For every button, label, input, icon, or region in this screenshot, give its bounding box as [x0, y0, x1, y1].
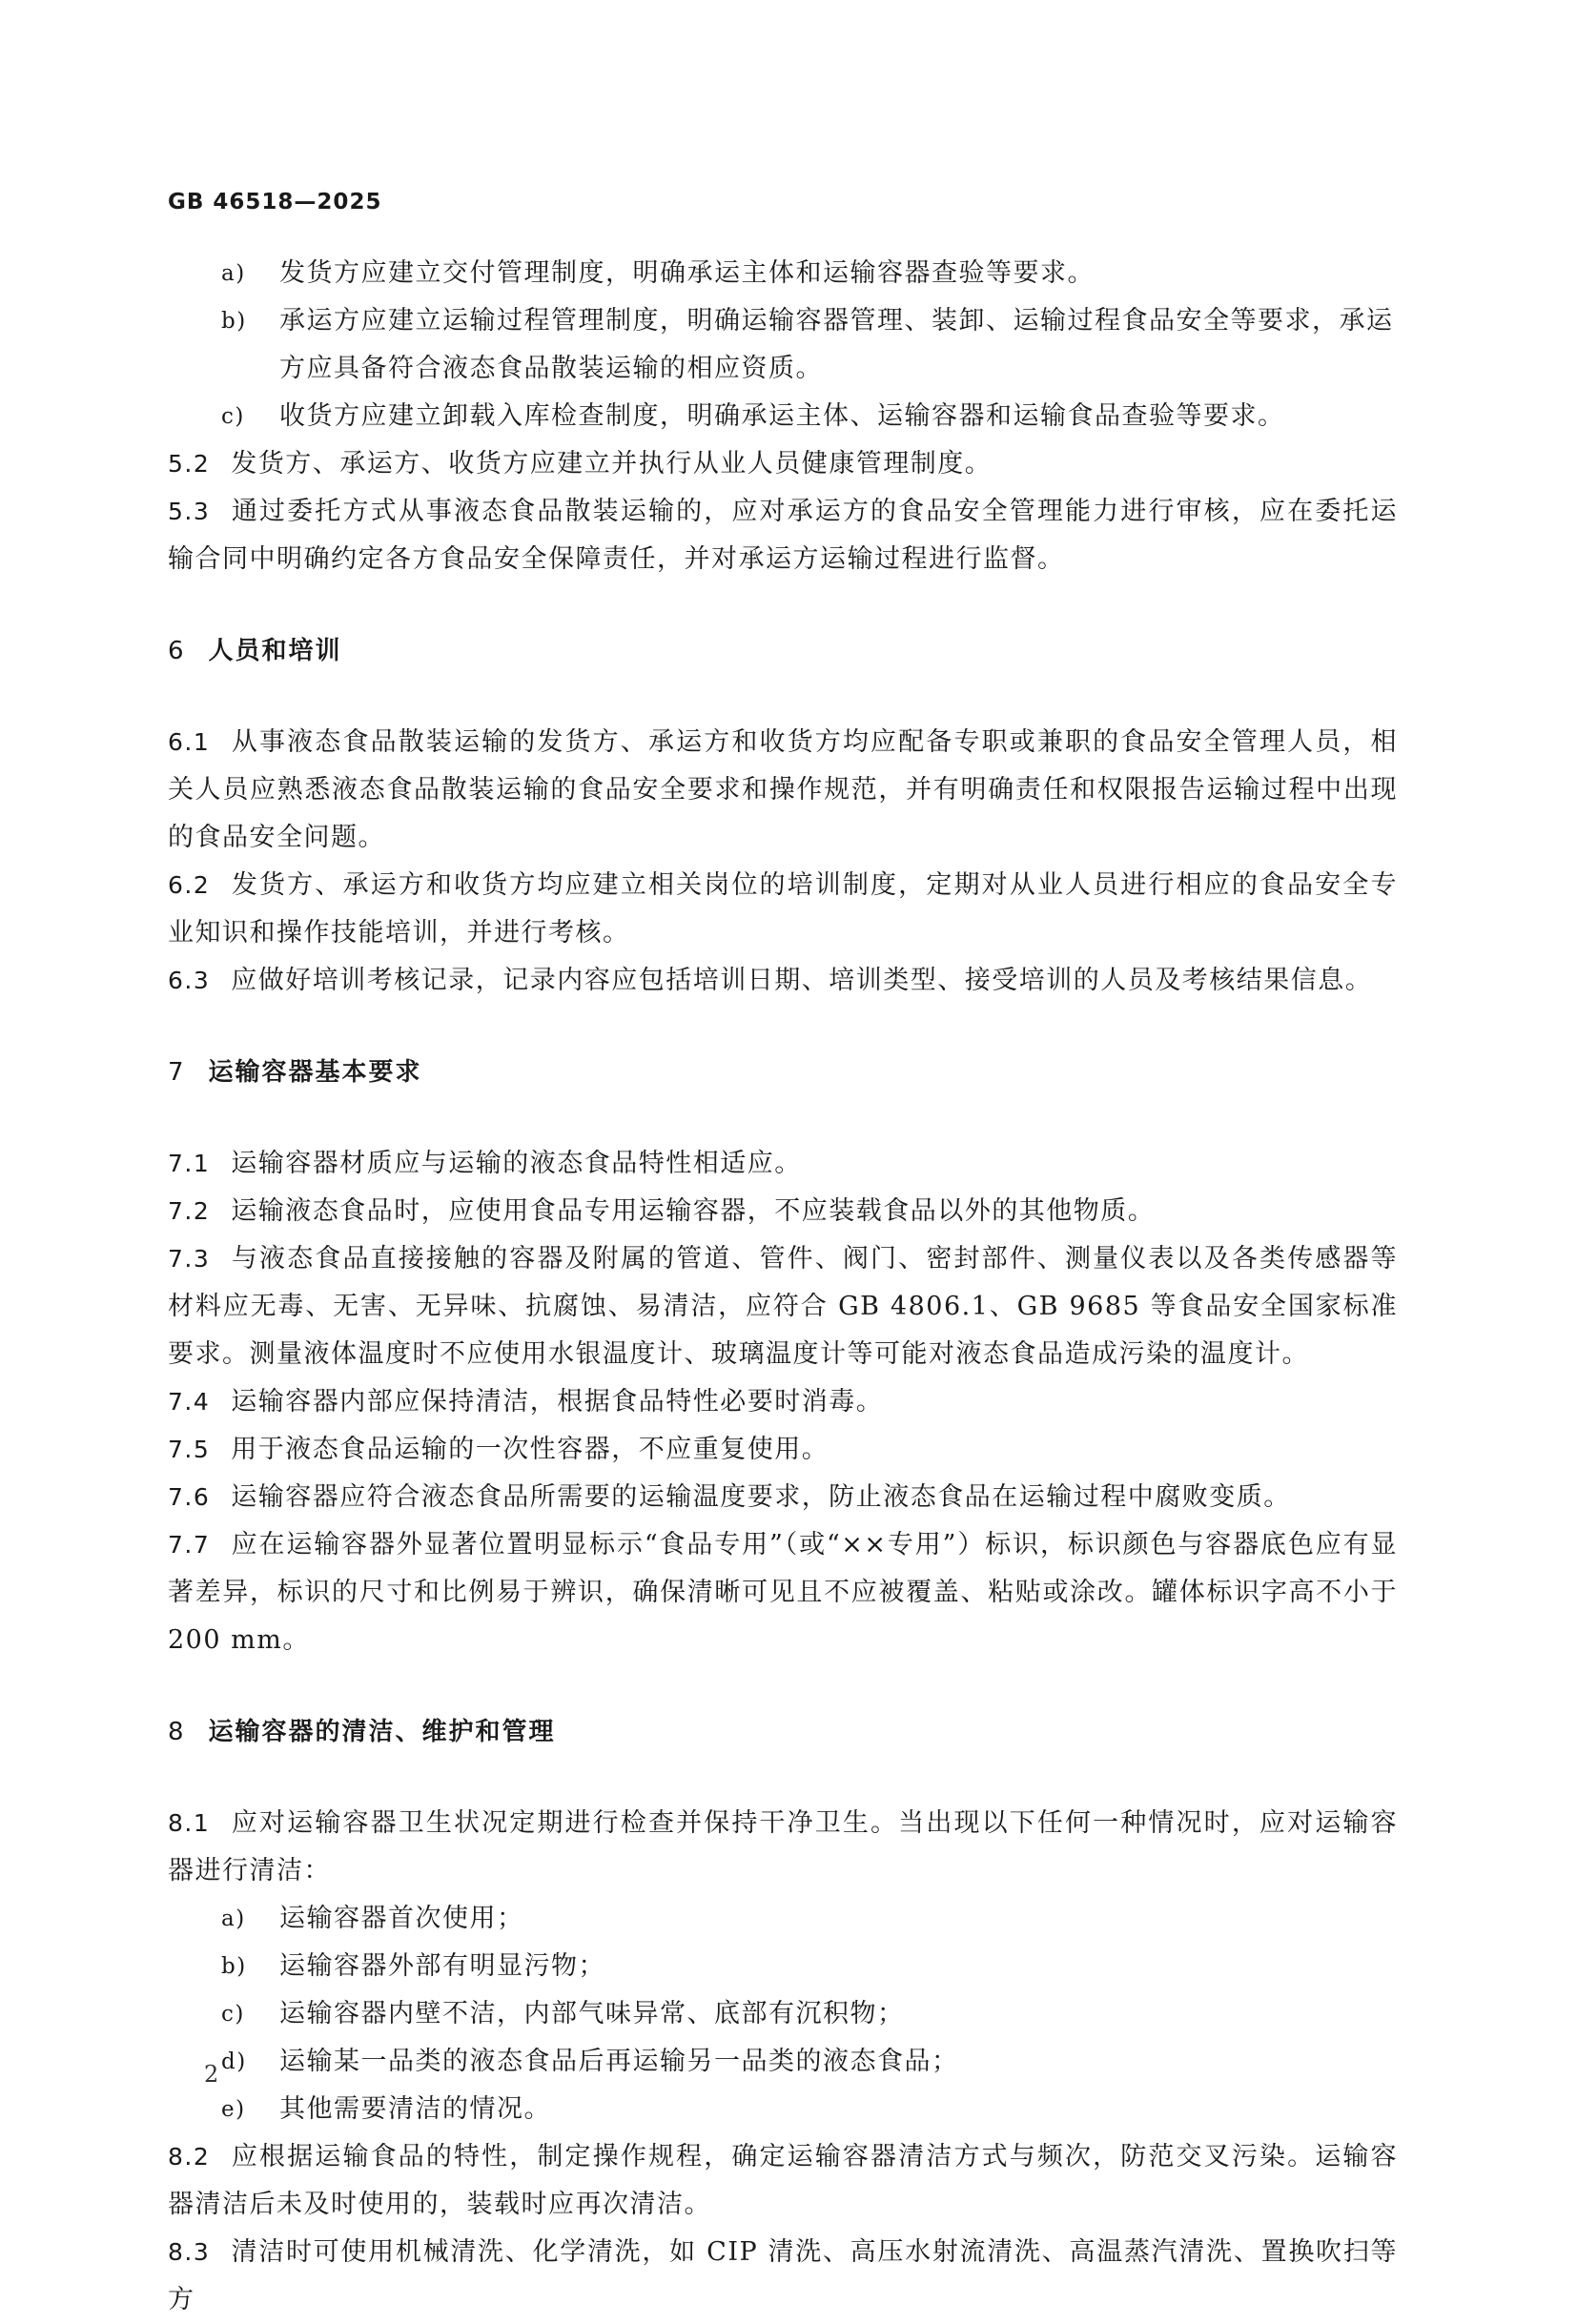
list-item	[168, 1990, 1398, 2038]
clause-number: 6.2	[168, 871, 211, 899]
list-item-marker: a)	[221, 261, 246, 286]
clause-number: 7.3	[168, 1245, 211, 1273]
clause-text: 应对运输容器卫生状况定期进行检查并保持干净卫生。当出现以下任何一种情况时，应对运输容器进行清洁：	[168, 1808, 1398, 1886]
clause-number: 7.2	[168, 1197, 211, 1225]
clause-text: 运输容器应符合液态食品所需要的运输温度要求，防止液态食品在运输过程中腐败变质。	[231, 1482, 1291, 1512]
section-number: 6	[168, 637, 186, 665]
list-item-marker: b)	[221, 309, 247, 334]
clause-paragraph	[168, 719, 1398, 862]
clause-number: 6.3	[168, 967, 211, 994]
list-item	[168, 250, 1398, 297]
list-item-text: 运输容器内壁不洁，内部气味异常、底部有沉积物；	[279, 1999, 905, 2028]
clause-number: 5.2	[168, 450, 211, 478]
section-title: 运输容器基本要求	[208, 1058, 422, 1087]
clause-text: 运输液态食品时，应使用食品专用运输容器，不应装载食品以外的其他物质。	[231, 1196, 1156, 1226]
list-item-marker: c)	[221, 404, 245, 429]
clause-text: 运输容器内部应保持清洁，根据食品特性必要时消毒。	[231, 1387, 884, 1417]
list-item	[168, 1895, 1398, 1943]
section-number: 8	[168, 1718, 186, 1746]
section-title: 运输容器的清洁、维护和管理	[208, 1718, 556, 1746]
list-item	[168, 297, 1398, 393]
clause-paragraph	[168, 488, 1398, 583]
clause-number: 8.2	[168, 2143, 211, 2171]
clause-number: 7.7	[168, 1531, 211, 1559]
document-body	[168, 250, 1398, 2324]
list-item-marker: a)	[221, 1906, 246, 1931]
clause-paragraph	[168, 440, 1398, 488]
clause-text: 与液态食品直接接触的容器及附属的管道、管件、阀门、密封部件、测量仪表以及各类传感器等材料应无毒、无害、无异味、抗腐蚀、易清洁，应符合 GB 4806.1、GB 9685 等食品安全国家标准要求。测量液体温度时不应使用水银温度计、玻璃温度计等可能对液态食品造成污染的温度计。	[168, 1244, 1398, 1369]
clause-paragraph	[168, 1188, 1398, 1235]
clause-number: 7.5	[168, 1436, 211, 1463]
list-item-text: 运输某一品类的液态食品后再运输另一品类的液态食品；	[279, 2047, 959, 2076]
clause-text: 通过委托方式从事液态食品散装运输的，应对承运方的食品安全管理能力进行审核，应在委托运输合同中明确约定各方食品安全保障责任，并对承运方运输过程进行监督。	[168, 497, 1398, 574]
section-heading	[168, 1708, 1398, 1756]
clause-paragraph	[168, 862, 1398, 957]
clause-paragraph	[168, 2229, 1398, 2324]
clause-text: 应在运输容器外显著位置明显标示“食品专用”（或“××专用”）标识，标识颜色与容器底色应有显著差异，标识的尺寸和比例易于辨识，确保清晰可见且不应被覆盖、粘贴或涂改。罐体标识字高不小于 200 mm。	[168, 1530, 1398, 1655]
clause-paragraph	[168, 2133, 1398, 2229]
list-item-text: 运输容器首次使用；	[279, 1904, 524, 1933]
list-item-marker: d)	[221, 2049, 247, 2074]
clause-paragraph	[168, 1235, 1398, 1378]
list-item-marker: e)	[221, 2097, 246, 2122]
clause-paragraph	[168, 1378, 1398, 1426]
clause-text: 发货方、承运方、收货方应建立并执行从业人员健康管理制度。	[231, 449, 993, 479]
clause-paragraph	[168, 1426, 1398, 1474]
section-heading	[168, 627, 1398, 675]
clause-paragraph	[168, 957, 1398, 1005]
section-heading	[168, 1049, 1398, 1096]
list-item	[168, 2086, 1398, 2133]
list-item	[168, 2038, 1398, 2086]
page-number: 2	[204, 2061, 219, 2088]
clause-paragraph	[168, 1140, 1398, 1188]
clause-text: 应做好培训考核记录，记录内容应包括培训日期、培训类型、接受培训的人员及考核结果信息。	[231, 966, 1373, 995]
clause-text: 应根据运输食品的特性，制定操作规程，确定运输容器清洁方式与频次，防范交叉污染。运输容器清洁后未及时使用的，装载时应再次清洁。	[168, 2142, 1398, 2219]
list-item-marker: c)	[221, 2002, 245, 2027]
standard-code: GB 46518—2025	[168, 190, 382, 214]
section-number: 7	[168, 1058, 186, 1087]
clause-number: 8.3	[168, 2238, 211, 2266]
list-item-text: 承运方应建立运输过程管理制度，明确运输容器管理、装卸、运输过程食品安全等要求，承运方应具备符合液态食品散装运输的相应资质。	[279, 306, 1394, 383]
clause-paragraph	[168, 1474, 1398, 1521]
clause-number: 7.4	[168, 1388, 211, 1416]
list-item	[168, 393, 1398, 440]
clause-number: 7.6	[168, 1483, 211, 1511]
clause-number: 5.3	[168, 498, 211, 525]
clause-text: 从事液态食品散装运输的发货方、承运方和收货方均应配备专职或兼职的食品安全管理人员，相关人员应熟悉液态食品散装运输的食品安全要求和操作规范，并有明确责任和权限报告运输过程中出现的食品安全问题。	[168, 727, 1398, 852]
clause-text: 运输容器材质应与运输的液态食品特性相适应。	[231, 1149, 802, 1178]
list-item-text: 收货方应建立卸载入库检查制度，明确承运主体、运输容器和运输食品查验等要求。	[279, 401, 1285, 431]
list-item-text: 其他需要清洁的情况。	[279, 2094, 551, 2124]
list-item-marker: b)	[221, 1954, 247, 1979]
list-item	[168, 1943, 1398, 1990]
section-title: 人员和培训	[208, 637, 342, 665]
clause-paragraph	[168, 1521, 1398, 1664]
clause-text: 发货方、承运方和收货方均应建立相关岗位的培训制度，定期对从业人员进行相应的食品安全专业知识和操作技能培训，并进行考核。	[168, 870, 1398, 948]
clause-text: 用于液态食品运输的一次性容器，不应重复使用。	[231, 1435, 829, 1464]
list-item-text: 发货方应建立交付管理制度，明确承运主体和运输容器查验等要求。	[279, 258, 1095, 288]
clause-number: 7.1	[168, 1150, 211, 1177]
list-item-text: 运输容器外部有明显污物；	[279, 1951, 605, 1981]
clause-number: 8.1	[168, 1809, 211, 1837]
clause-paragraph	[168, 1800, 1398, 1895]
clause-text: 清洁时可使用机械清洗、化学清洗，如 CIP 清洗、高压水射流清洗、高温蒸汽清洗、置换吹扫等方	[168, 2237, 1398, 2314]
clause-number: 6.1	[168, 728, 211, 756]
